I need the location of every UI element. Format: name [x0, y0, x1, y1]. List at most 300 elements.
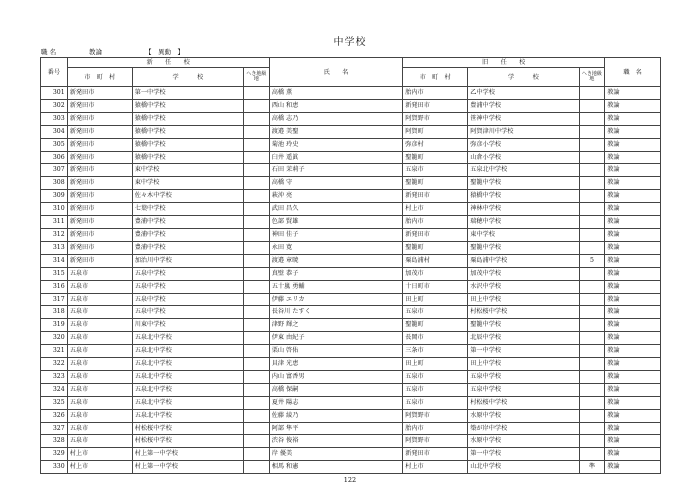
row-number: 314 [41, 254, 68, 267]
header-new-remote: へき地級 地 [244, 68, 270, 87]
table-row [41, 125, 661, 138]
new-school-cell: 川東中学校 [132, 319, 243, 332]
new-remote-cell [244, 345, 270, 358]
new-remote-cell [244, 177, 270, 190]
new-remote-cell [244, 319, 270, 332]
new-city-cell: 新発田市 [67, 87, 132, 100]
old-school-cell: 乙中学校 [468, 87, 579, 100]
row-number: 301 [41, 87, 68, 100]
new-city-cell: 新発田市 [67, 164, 132, 177]
old-school-cell: 聖籠中学校 [468, 177, 579, 190]
header-new-school: 学 校 [132, 68, 243, 87]
role-cell: 教論 [605, 306, 661, 319]
role-cell: 教論 [605, 332, 661, 345]
old-school-cell: 東中学校 [468, 228, 579, 241]
old-school-cell: 笹神中学校 [468, 112, 579, 125]
role-cell: 教論 [605, 203, 661, 216]
table-body [41, 87, 661, 474]
header-role: 職 名 [605, 58, 661, 87]
old-city-cell: 阿賀野市 [403, 112, 468, 125]
name-cell: 渡邉 章暁 [269, 254, 403, 267]
old-school-cell: 水原中学校 [468, 435, 579, 448]
table-row [41, 138, 661, 151]
row-number: 316 [41, 280, 68, 293]
row-number: 323 [41, 370, 68, 383]
new-school-cell: 東中学校 [132, 164, 243, 177]
name-cell: 西山 和恵 [269, 99, 403, 112]
role-cell: 教論 [605, 151, 661, 164]
new-school-cell: 豊浦中学校 [132, 216, 243, 229]
new-school-cell: 東中学校 [132, 177, 243, 190]
old-city-cell: 新発田市 [403, 228, 468, 241]
header-new-city: 市 町 村 [67, 68, 132, 87]
new-city-cell: 新発田市 [67, 112, 132, 125]
new-school-cell: 五泉北中学校 [132, 409, 243, 422]
old-school-cell: 五泉北中学校 [468, 164, 579, 177]
new-school-cell: 五泉中学校 [132, 267, 243, 280]
role-cell: 教論 [605, 461, 661, 474]
new-school-cell: 村松桜中学校 [132, 435, 243, 448]
old-school-cell: 山北中学校 [468, 461, 579, 474]
old-city-cell: 聖籠町 [403, 319, 468, 332]
role-cell: 教論 [605, 358, 661, 371]
old-city-cell: 粟島浦村 [403, 254, 468, 267]
new-school-cell: 五泉中学校 [132, 306, 243, 319]
old-school-cell: 阿賀津川中学校 [468, 125, 579, 138]
old-city-cell: 胎内市 [403, 87, 468, 100]
role-cell: 教論 [605, 435, 661, 448]
role-cell: 教論 [605, 177, 661, 190]
old-remote-cell [579, 177, 605, 190]
role-cell: 教論 [605, 190, 661, 203]
old-remote-cell: 準 [579, 461, 605, 474]
new-school-cell: 猿橋中学校 [132, 151, 243, 164]
new-school-cell: 七葉中学校 [132, 203, 243, 216]
new-school-cell: 五泉中学校 [132, 293, 243, 306]
new-remote-cell [244, 461, 270, 474]
new-city-cell: 五泉市 [67, 306, 132, 319]
role-cell: 教論 [605, 254, 661, 267]
old-remote-cell [579, 87, 605, 100]
old-school-cell: 水原中学校 [468, 409, 579, 422]
new-city-cell: 新発田市 [67, 190, 132, 203]
new-school-cell: 猿橋中学校 [132, 99, 243, 112]
new-school-cell: 五泉北中学校 [132, 358, 243, 371]
table-row [41, 332, 661, 345]
header-new-school-group: 新 任 校 [67, 58, 269, 68]
role-cell: 教論 [605, 125, 661, 138]
personnel-table [40, 57, 661, 474]
old-city-cell: 聖籠町 [403, 177, 468, 190]
name-cell: 岸 優美 [269, 448, 403, 461]
old-school-cell: 聖籠中学校 [468, 241, 579, 254]
row-number: 321 [41, 345, 68, 358]
old-remote-cell [579, 358, 605, 371]
header-old-remote: へき地級 地 [579, 68, 605, 87]
name-cell: 神田 佳子 [269, 228, 403, 241]
row-number: 326 [41, 409, 68, 422]
old-school-cell: 村松桜中学校 [468, 306, 579, 319]
name-cell: 高橋 薫 [269, 87, 403, 100]
new-remote-cell [244, 422, 270, 435]
role-cell: 教論 [605, 280, 661, 293]
role-cell: 教論 [605, 267, 661, 280]
new-city-cell: 五泉市 [67, 267, 132, 280]
name-cell: 五十嵐 勇輔 [269, 280, 403, 293]
old-city-cell: 五泉市 [403, 396, 468, 409]
role-cell: 教論 [605, 370, 661, 383]
name-cell: 伊東 由紀子 [269, 332, 403, 345]
new-remote-cell [244, 190, 270, 203]
row-number: 328 [41, 435, 68, 448]
new-remote-cell [244, 216, 270, 229]
table-row [41, 280, 661, 293]
new-remote-cell [244, 293, 270, 306]
new-remote-cell [244, 358, 270, 371]
old-city-cell: 新発田市 [403, 99, 468, 112]
row-number: 325 [41, 396, 68, 409]
table-row [41, 267, 661, 280]
row-number: 317 [41, 293, 68, 306]
old-remote-cell [579, 448, 605, 461]
old-city-cell: 新発田市 [403, 448, 468, 461]
new-school-cell: 五泉北中学校 [132, 396, 243, 409]
new-city-cell: 新発田市 [67, 151, 132, 164]
name-cell: 内山 富香男 [269, 370, 403, 383]
old-remote-cell [579, 370, 605, 383]
row-number: 322 [41, 358, 68, 371]
row-number: 306 [41, 151, 68, 164]
new-city-cell: 五泉市 [67, 293, 132, 306]
old-remote-cell [579, 112, 605, 125]
role-cell: 教論 [605, 112, 661, 125]
old-remote-cell [579, 293, 605, 306]
old-school-cell: 北辰中学校 [468, 332, 579, 345]
role-label: 職 名 [41, 48, 57, 56]
row-number: 319 [41, 319, 68, 332]
role-cell: 教論 [605, 383, 661, 396]
new-city-cell: 新発田市 [67, 203, 132, 216]
name-cell: 高橋 志乃 [269, 112, 403, 125]
old-school-cell: 豊浦中学校 [468, 99, 579, 112]
table-row [41, 99, 661, 112]
name-cell: 津野 輝之 [269, 319, 403, 332]
old-school-cell: 五泉中学校 [468, 370, 579, 383]
row-number: 303 [41, 112, 68, 125]
old-school-cell: 築が岸中学校 [468, 422, 579, 435]
name-cell: 永田 寛 [269, 241, 403, 254]
table-row [41, 448, 661, 461]
table-row [41, 203, 661, 216]
new-city-cell: 五泉市 [67, 345, 132, 358]
new-school-cell: 村松桜中学校 [132, 422, 243, 435]
new-city-cell: 新発田市 [67, 99, 132, 112]
old-remote-cell [579, 164, 605, 177]
table-row [41, 358, 661, 371]
old-remote-cell [579, 435, 605, 448]
old-city-cell: 胎内市 [403, 422, 468, 435]
table-row [41, 164, 661, 177]
new-school-cell: 豊浦中学校 [132, 228, 243, 241]
new-school-cell: 豊浦中学校 [132, 241, 243, 254]
new-remote-cell [244, 267, 270, 280]
row-number: 307 [41, 164, 68, 177]
role-cell: 教論 [605, 241, 661, 254]
old-remote-cell [579, 203, 605, 216]
name-cell: 佐藤 綾乃 [269, 409, 403, 422]
name-cell: 相馬 和憲 [269, 461, 403, 474]
new-remote-cell [244, 332, 270, 345]
role-cell: 教論 [605, 422, 661, 435]
new-school-cell: 第一中学校 [132, 87, 243, 100]
new-remote-cell [244, 383, 270, 396]
name-cell: 高橋 保嗣 [269, 383, 403, 396]
old-city-cell: 弥彦村 [403, 138, 468, 151]
header-name: 氏 名 [269, 58, 403, 87]
old-city-cell: 五泉市 [403, 383, 468, 396]
old-school-cell: 猿橋中学校 [468, 190, 579, 203]
old-city-cell: 村上市 [403, 203, 468, 216]
old-city-cell: 田上町 [403, 358, 468, 371]
old-remote-cell [579, 99, 605, 112]
new-city-cell: 五泉市 [67, 370, 132, 383]
header-old-city: 市 町 村 [403, 68, 468, 87]
name-cell: 高橋 守 [269, 177, 403, 190]
table-row [41, 87, 661, 100]
row-number: 330 [41, 461, 68, 474]
old-school-cell: 聖籠中学校 [468, 319, 579, 332]
table-row [41, 228, 661, 241]
old-city-cell: 五泉市 [403, 164, 468, 177]
old-city-cell: 聖籠町 [403, 241, 468, 254]
old-city-cell: 田上町 [403, 293, 468, 306]
role-cell: 教論 [605, 293, 661, 306]
new-remote-cell [244, 241, 270, 254]
name-cell: 臼井 遥眞 [269, 151, 403, 164]
old-remote-cell [579, 306, 605, 319]
role-cell: 教論 [605, 448, 661, 461]
old-remote-cell: 5 [579, 254, 605, 267]
table-row [41, 216, 661, 229]
new-school-cell: 五泉北中学校 [132, 332, 243, 345]
old-city-cell: 三条市 [403, 345, 468, 358]
new-school-cell: 猿橋中学校 [132, 125, 243, 138]
old-school-cell: 瑞穂中学校 [468, 216, 579, 229]
new-city-cell: 五泉市 [67, 396, 132, 409]
new-remote-cell [244, 203, 270, 216]
old-city-cell: 阿賀野市 [403, 435, 468, 448]
new-city-cell: 村上市 [67, 448, 132, 461]
name-cell: 渡邉 美聖 [269, 125, 403, 138]
role-cell: 教論 [605, 138, 661, 151]
table-row [41, 345, 661, 358]
table-row [41, 177, 661, 190]
old-city-cell: 新発田市 [403, 190, 468, 203]
row-number: 327 [41, 422, 68, 435]
new-city-cell: 五泉市 [67, 435, 132, 448]
row-number: 318 [41, 306, 68, 319]
role-cell: 教論 [605, 87, 661, 100]
table-row [41, 422, 661, 435]
old-school-cell: 加茂中学校 [468, 267, 579, 280]
new-city-cell: 新発田市 [67, 241, 132, 254]
new-city-cell: 五泉市 [67, 280, 132, 293]
new-city-cell: 五泉市 [67, 319, 132, 332]
new-city-cell: 新発田市 [67, 228, 132, 241]
table-row [41, 435, 661, 448]
old-school-cell: 山倉小学校 [468, 151, 579, 164]
page-title: 中学校 [333, 37, 367, 48]
new-remote-cell [244, 306, 270, 319]
old-school-cell: 水沢中学校 [468, 280, 579, 293]
new-city-cell: 新発田市 [67, 125, 132, 138]
old-city-cell: 阿賀野市 [403, 409, 468, 422]
name-cell: 萩沖 亮 [269, 190, 403, 203]
row-number: 312 [41, 228, 68, 241]
old-city-cell: 加茂市 [403, 267, 468, 280]
old-remote-cell [579, 422, 605, 435]
new-school-cell: 五泉北中学校 [132, 383, 243, 396]
row-number: 313 [41, 241, 68, 254]
old-remote-cell [579, 409, 605, 422]
new-remote-cell [244, 370, 270, 383]
table-row [41, 112, 661, 125]
new-remote-cell [244, 125, 270, 138]
old-city-cell: 十日町市 [403, 280, 468, 293]
table-row [41, 306, 661, 319]
row-number: 304 [41, 125, 68, 138]
new-city-cell: 新発田市 [67, 216, 132, 229]
role-cell: 教論 [605, 99, 661, 112]
role-cell: 教論 [605, 345, 661, 358]
new-school-cell: 村上第一中学校 [132, 448, 243, 461]
old-city-cell: 阿賀町 [403, 125, 468, 138]
new-remote-cell [244, 164, 270, 177]
new-remote-cell [244, 448, 270, 461]
new-remote-cell [244, 228, 270, 241]
old-school-cell: 弥彦小学校 [468, 138, 579, 151]
new-school-cell: 猿橋中学校 [132, 138, 243, 151]
name-cell: 伊藤 エリカ [269, 293, 403, 306]
table-row [41, 396, 661, 409]
old-remote-cell [579, 125, 605, 138]
new-city-cell: 新発田市 [67, 177, 132, 190]
table-row [41, 254, 661, 267]
name-cell: 渋谷 俊裕 [269, 435, 403, 448]
old-remote-cell [579, 383, 605, 396]
new-remote-cell [244, 138, 270, 151]
table-row [41, 370, 661, 383]
new-remote-cell [244, 99, 270, 112]
new-city-cell: 村上市 [67, 461, 132, 474]
new-city-cell: 新発田市 [67, 254, 132, 267]
role-cell: 教論 [605, 409, 661, 422]
table-row [41, 319, 661, 332]
role-cell: 教論 [605, 228, 661, 241]
role-cell: 教論 [605, 319, 661, 332]
name-cell: 菊池 玲史 [269, 138, 403, 151]
old-city-cell: 五泉市 [403, 370, 468, 383]
old-remote-cell [579, 190, 605, 203]
name-cell: 夏井 陽志 [269, 396, 403, 409]
table-row [41, 461, 661, 474]
old-school-cell: 粟島浦中学校 [468, 254, 579, 267]
row-number: 302 [41, 99, 68, 112]
row-number: 311 [41, 216, 68, 229]
old-remote-cell [579, 151, 605, 164]
old-remote-cell [579, 396, 605, 409]
old-school-cell: 五泉中学校 [468, 383, 579, 396]
row-number: 310 [41, 203, 68, 216]
table-row [41, 409, 661, 422]
old-city-cell: 胎内市 [403, 216, 468, 229]
new-school-cell: 加治川中学校 [132, 254, 243, 267]
new-remote-cell [244, 254, 270, 267]
old-remote-cell [579, 216, 605, 229]
header-old-school-group: 旧 任 校 [403, 58, 605, 68]
row-number: 315 [41, 267, 68, 280]
new-school-cell: 五泉北中学校 [132, 345, 243, 358]
new-remote-cell [244, 151, 270, 164]
old-remote-cell [579, 138, 605, 151]
old-school-cell: 村松桜中学校 [468, 396, 579, 409]
new-remote-cell [244, 87, 270, 100]
old-city-cell: 聖籠町 [403, 151, 468, 164]
category-label: 【 異動 】 [145, 48, 184, 56]
row-number: 305 [41, 138, 68, 151]
old-remote-cell [579, 319, 605, 332]
name-cell: 貝津 光恵 [269, 358, 403, 371]
new-remote-cell [244, 112, 270, 125]
role-cell: 教論 [605, 216, 661, 229]
name-cell: 阿部 隼平 [269, 422, 403, 435]
row-number: 308 [41, 177, 68, 190]
table-row [41, 293, 661, 306]
new-city-cell: 五泉市 [67, 358, 132, 371]
row-number: 324 [41, 383, 68, 396]
new-city-cell: 五泉市 [67, 332, 132, 345]
old-school-cell: 田上中学校 [468, 358, 579, 371]
old-remote-cell [579, 241, 605, 254]
new-remote-cell [244, 396, 270, 409]
new-school-cell: 猿橋中学校 [132, 112, 243, 125]
table-row [41, 383, 661, 396]
old-city-cell: 長岡市 [403, 332, 468, 345]
header-no: 番号 [41, 58, 68, 87]
page-number: 122 [343, 476, 357, 484]
new-school-cell: 村上第一中学校 [132, 461, 243, 474]
new-school-cell: 佐々木中学校 [132, 190, 243, 203]
name-cell: 栗山 啓佑 [269, 345, 403, 358]
old-remote-cell [579, 228, 605, 241]
old-remote-cell [579, 267, 605, 280]
table-row [41, 151, 661, 164]
role-value: 教論 [89, 48, 102, 56]
new-remote-cell [244, 409, 270, 422]
role-cell: 教論 [605, 164, 661, 177]
old-school-cell: 第一中学校 [468, 448, 579, 461]
name-cell: 真壁 恭子 [269, 267, 403, 280]
old-city-cell: 村上市 [403, 461, 468, 474]
old-remote-cell [579, 345, 605, 358]
row-number: 309 [41, 190, 68, 203]
old-city-cell: 五泉市 [403, 306, 468, 319]
role-cell: 教論 [605, 396, 661, 409]
old-remote-cell [579, 332, 605, 345]
new-remote-cell [244, 280, 270, 293]
new-city-cell: 五泉市 [67, 409, 132, 422]
new-school-cell: 五泉北中学校 [132, 370, 243, 383]
